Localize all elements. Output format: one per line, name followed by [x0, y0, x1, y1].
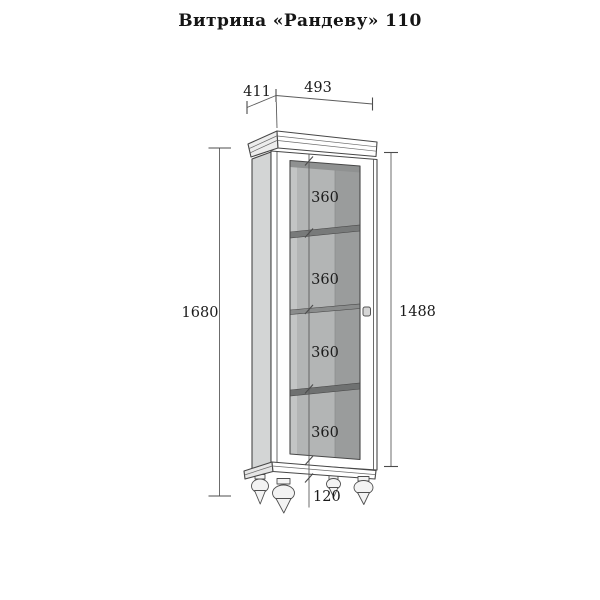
dim-total-height: [182, 148, 231, 496]
dim-depth: [243, 84, 277, 128]
total-height-label: 1680: [181, 305, 219, 321]
depth-label: 411: [243, 84, 271, 100]
dim-body-height: [384, 153, 436, 467]
legs-height-label: 120: [313, 489, 341, 505]
cabinet-foot-rear-left: [252, 475, 269, 505]
shelf-gap-label-1: 360: [311, 190, 339, 206]
interior-left-sliver: [290, 161, 297, 455]
width-label: 493: [304, 80, 332, 96]
cabinet-foot-front-right: [354, 477, 373, 505]
dim-extension-line: [276, 102, 277, 128]
dim-width-line: [276, 96, 373, 105]
cabinet-side-panel: [252, 152, 271, 471]
door-knob: [363, 307, 371, 316]
shelf-gap-label-2: 360: [311, 272, 339, 288]
foot-tip: [276, 499, 291, 514]
shelf-gap-label-3: 360: [311, 345, 339, 361]
foot-tip: [358, 493, 370, 505]
shelf-gap-label-4: 360: [311, 425, 339, 441]
foot-tip: [255, 491, 266, 505]
body-height-label: 1488: [399, 304, 436, 320]
interior-right-wall: [335, 164, 360, 460]
foot-neck: [277, 479, 290, 485]
dim-width: [276, 80, 373, 111]
cabinet-foot-front-left: [273, 479, 295, 514]
diagram-title: Витрина «Рандеву» 110: [178, 11, 422, 31]
